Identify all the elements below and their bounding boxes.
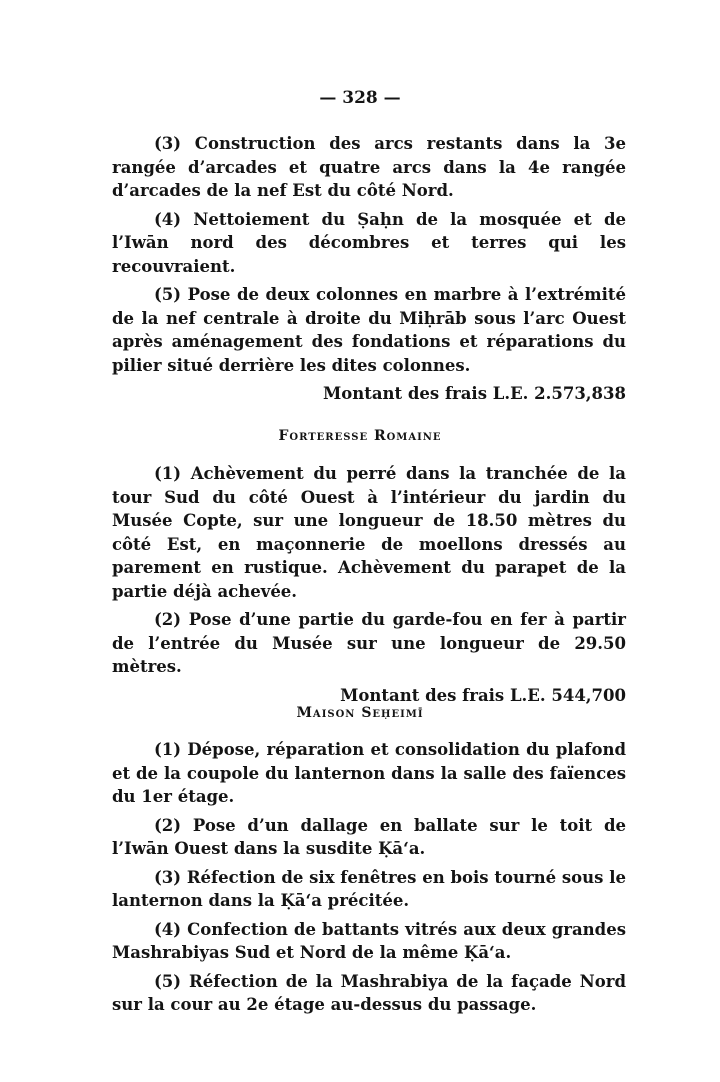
cost-amount: Montant des frais L.E. 544,700 bbox=[340, 685, 626, 705]
paragraph: (4) Confection de battants vitrés aux deux grandes Mashrabiyas Sud et Nord de la même Ḳā‘a. bbox=[112, 919, 626, 962]
section-forteresse-romaine bbox=[112, 462, 626, 707]
paragraph: (1) Achèvement du perré dans la tranchée de la tour Sud du côté Ouest à l’intérieur du jardin du Musée Copte, sur une longueur de 18.50 mètres du côté Est, en maçonnerie de moellons dressés au parement en rustique. Achèvement du parapet de la partie déjà achevée. bbox=[112, 464, 626, 601]
paragraph: (3) Construction des arcs restants dans la 3e rangée d’arcades et quatre arcs dans la 4e rangée d’arcades de la nef Est du côté Nord. bbox=[112, 134, 626, 200]
section-heading: Forteresse Romaine bbox=[278, 428, 442, 444]
paragraph: (2) Pose d’un dallage en ballate sur le toit de l’Iwān Ouest dans la susdite Ḳā‘a. bbox=[112, 815, 626, 858]
section-heading: Maison Seḥeimī bbox=[296, 705, 424, 721]
section-maison-seheimi bbox=[112, 738, 626, 1022]
paragraph: (3) Réfection de six fenêtres en bois tourné sous le lanternon dans la Ḳā‘a précitée. bbox=[112, 867, 626, 910]
section-mosque-works bbox=[112, 132, 626, 406]
cost-amount: Montant des frais L.E. 2.573,838 bbox=[322, 384, 626, 403]
paragraph: (5) Pose de deux colonnes en marbre à l’extrémité de la nef centrale à droite du Miḥrāb sous l’arc Ouest après aménagement des fondations et réparations du pilier situé derrière les dites colonnes. bbox=[112, 285, 626, 375]
page-number: — 328 — bbox=[319, 88, 401, 108]
paragraph: (4) Nettoiement du Ṣaḥn de la mosquée et de l’Iwān nord des décombres et terres qui les recouvraient. bbox=[112, 209, 626, 276]
paragraph: (2) Pose d’une partie du garde-fou en fer à partir de l’entrée du Musée sur une longueur de 29.50 mètres. bbox=[112, 610, 626, 676]
paragraph: (1) Dépose, réparation et consolidation du plafond et de la coupole du lanternon dans la salle des faïences du 1er étage. bbox=[112, 740, 626, 806]
paragraph: (5) Réfection de la Mashrabiya de la façade Nord sur la cour au 2e étage au-dessus du passage. bbox=[112, 971, 626, 1014]
